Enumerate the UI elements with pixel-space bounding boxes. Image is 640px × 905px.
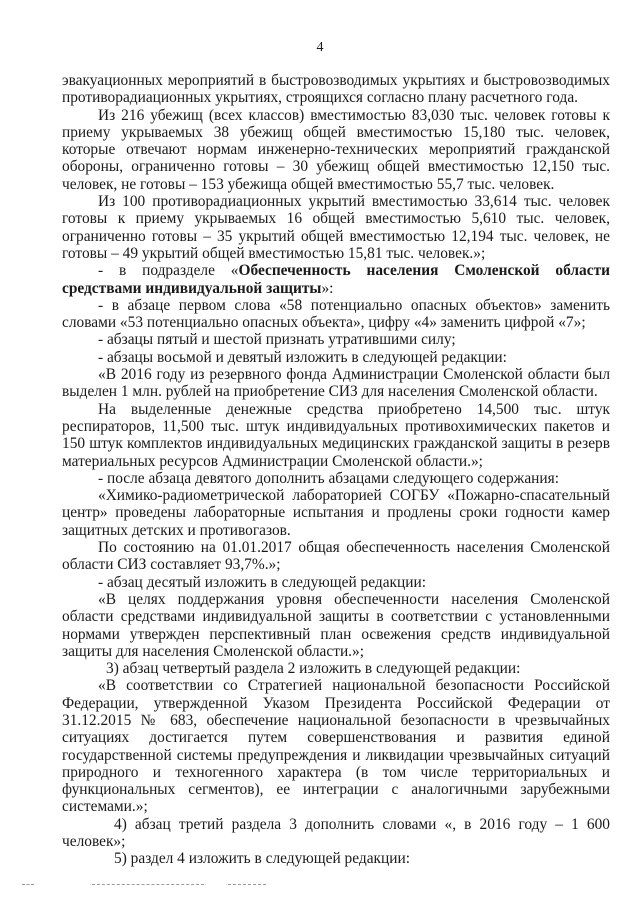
- paragraph: 4) абзац третий раздела 3 дополнить словами «, в 2016 году – 1 600 человек»;: [62, 815, 610, 851]
- paragraph: «В целях поддержания уровня обеспеченности населения Смоленской области средствами индивидуальной защиты в соответствии с установленными нормами утвержден перспективный план освежения средств индивидуальной защиты для населения Смоленской области.»;: [62, 590, 610, 660]
- page-number: 4: [316, 40, 324, 55]
- paragraph: 5) раздел 4 изложить в следующей редакции:: [114, 850, 410, 868]
- subsection-prefix: - в подразделе «: [98, 262, 239, 280]
- paragraph: Из 216 убежищ (всех классов) вместимостью 83,030 тыс. человек готовы к приему укрываемых 38 убежищ общей вместимостью 15,180 тыс. человек, которые отвечают нормам инженерно-технических мероприятий гражданской обороны, ограниченно готовы – 30 убежищ общей вместимостью 12,150 тыс. человек, не готовы – 153 убежища общей вместимостью 55,7 тыс. человек.: [62, 106, 610, 193]
- scan-mark: [228, 884, 266, 886]
- document-body: [62, 72, 610, 868]
- paragraph: - в абзаце первом слова «58 потенциально опасных объектов» заменить словами «53 потенциально опасных объекта», цифру «4» заменить цифрой «7»;: [62, 296, 610, 332]
- paragraph: «В 2016 году из резервного фонда Администрации Смоленской области был выделен 1 млн. рублей на приобретение СИЗ для населения Смоленской области.: [62, 366, 610, 401]
- paragraph: 3) абзац четвертый раздела 2 изложить в следующей редакции:: [106, 660, 521, 678]
- paragraph: - после абзаца девятого дополнить абзацами следующего содержания:: [98, 469, 559, 487]
- paragraph: По состоянию на 01.01.2017 общая обеспеченность населения Смоленской области СИЗ составляет 93,7%.»;: [62, 539, 610, 574]
- paragraph-subsection-heading: [62, 262, 610, 297]
- subsection-suffix: »:: [321, 279, 334, 297]
- paragraph: - абзацы восьмой и девятый изложить в следующей редакции:: [98, 348, 507, 366]
- paragraph: «Химико-радиометрической лабораторией СОГБУ «Пожарно-спасательный центр» проведены лабораторные испытания и продлены сроки годности камер защитных детских и противогазов.: [62, 487, 610, 539]
- paragraph: - абзацы пятый и шестой признать утратившими силу;: [98, 331, 456, 349]
- paragraph: На выделенные денежные средства приобретено 14,500 тыс. штук респираторов, 11,500 тыс. штук индивидуальных противохимических пакетов и 150 штук комплектов индивидуальных медицинских гражданской защиты в резерв материальных ресурсов Администрации Смоленской области.»;: [62, 400, 610, 470]
- paragraph: эвакуационных мероприятий в быстровозводимых укрытиях и быстровозводимых противорадиационных укрытиях, строящихся согласно плану расчетного года.: [62, 72, 610, 107]
- paragraph: «В соответствии со Стратегией национальной безопасности Российской Федерации, утвержденной Указом Президента Российской Федерации от 31.12.2015 № 683, обеспечение национальной безопасности в чрезвычайных ситуациях достигается путем совершенствования и развития единой государственной системы предупреждения и ликвидации чрезвычайных ситуаций природного и техногенного характера (в том числе территориальных и функциональных сегментов), ее интеграции с аналогичными зарубежными системами.»;: [62, 677, 610, 816]
- scan-mark: [22, 884, 34, 886]
- scan-mark: [92, 884, 204, 886]
- paragraph: Из 100 противорадиационных укрытий вместимостью 33,614 тыс. человек готовы к приему укрываемых 16 общей вместимостью 5,610 тыс. человек, ограниченно готовы – 35 укрытий общей вместимостью 12,194 тыс. человек, не готовы – 49 укрытий общей вместимостью 15,81 тыс. человек.»;: [62, 193, 610, 262]
- paragraph: - абзац десятый изложить в следующей редакции:: [98, 573, 426, 591]
- footer-scan-marks: [0, 884, 640, 888]
- subsection-title: Обеспеченность населения Смоленской области средствами индивидуальной защиты: [62, 262, 610, 297]
